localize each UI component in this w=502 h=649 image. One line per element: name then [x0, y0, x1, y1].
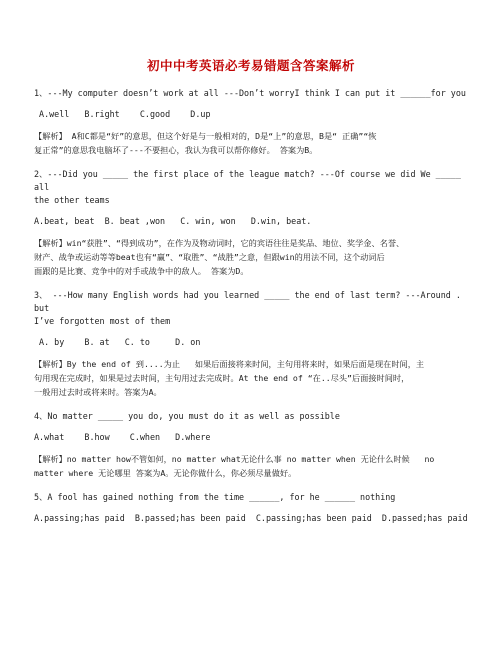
question-block-1: [34, 87, 468, 157]
analysis-text: 【解析】 A和C都是“好”的意思，但这个好是与一般相对的，D是“上”的意思，B是“ 正确”“恢: [34, 131, 377, 141]
analysis-text: 财产、战争或运动等等beat也有“赢”、“取胜”、“战胜”之意，但跟win的用法不同，这个动词后: [34, 252, 385, 262]
question-text: I’ve forgotten most of them: [34, 316, 171, 326]
question-text: 4、No matter _____ you do, you must do it as well as possible: [34, 411, 340, 421]
analysis-text: 句用现在完成时，如果是过去时间，主句用过去完成时。At the end of “在..尽头”后面接时间时，: [34, 373, 410, 383]
analysis-text: 面跟的是比赛、竞争中的对手或战争中的敌人。 答案为D。: [34, 266, 249, 276]
question-options: A. by B. at C. to D. on: [34, 337, 201, 347]
question-options: A.passing;has paid B.passed;has been paid C.passing;has been paid D.passed;has paid: [34, 513, 468, 523]
question-block-2: [34, 168, 468, 278]
analysis-text: 一般用过去时或将来时。答案为A。: [34, 387, 162, 397]
question-options: A.well B.right C.good D.up: [34, 109, 211, 119]
document-title: 初中中考英语必考易错题含答案解析: [146, 58, 355, 73]
analysis-text: 【解析】no matter how不管如何，no matter what无论什么事 no matter when 无论什么时候 no: [34, 454, 435, 464]
question-block-5: [34, 491, 468, 525]
question-block-4: [34, 410, 468, 480]
question-text: 1、---My computer doesn’t work at all ---Don’t worryI think I can put it ______for you: [34, 88, 466, 98]
question-options: A.what B.how C.when D.where: [34, 432, 211, 442]
question-text: the other teams: [34, 195, 110, 205]
question-block-3: [34, 289, 468, 399]
analysis-text: 【解析】win“获胜”、“得到成功”，在作为及物动词时，它的宾语往往是奖品、地位、奖学金、名誉、: [34, 238, 405, 248]
question-text: 2、---Did you _____ the first place of the league match? ---Of course we did We _____ all: [34, 169, 466, 192]
question-text: 3、 ---How many English words had you learned _____ the end of last term? ---Around . but: [34, 290, 466, 313]
question-options: A.beat, beat B. beat ,won C. win, won D.win, beat.: [34, 216, 312, 226]
question-text: 5、A fool has gained nothing from the time ______, for he ______ nothing: [34, 492, 396, 502]
analysis-text: matter where 无论哪里 答案为A。无论你做什么，你必须尽量做好。: [34, 468, 297, 478]
analysis-text: 复正常”的意思我电脑坏了---不要担心，我认为我可以帮你修好。 答案为B。: [34, 145, 318, 155]
analysis-text: 【解析】By the end of 到....为止 如果后面接将来时间，主句用将来时，如果后面是现在时间，主: [34, 359, 425, 369]
